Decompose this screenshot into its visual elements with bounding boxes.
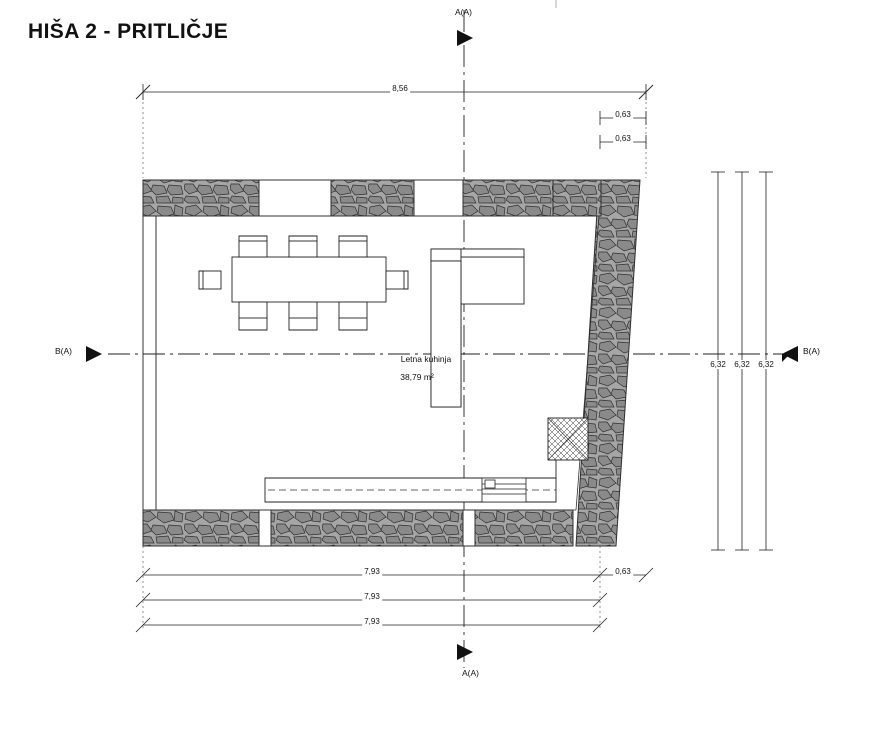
- section-label-left: B(A): [55, 346, 72, 356]
- dining-table: [199, 257, 408, 302]
- chairs-bottom: [239, 302, 367, 330]
- dim-label-top-small-1: 0,63: [615, 110, 631, 119]
- dim-label-right-1: 6,32: [710, 360, 726, 369]
- appliance-hob: [482, 478, 526, 502]
- room-name-label: Letna kuhinja: [400, 354, 452, 364]
- dim-label-bottom-small: 0,63: [615, 567, 631, 576]
- chairs-top: [239, 236, 367, 257]
- dim-label-right-2: 6,32: [734, 360, 750, 369]
- section-label-bottom: A(A): [462, 668, 479, 678]
- dim-label-bottom-1: 7,93: [364, 567, 380, 576]
- dim-label-top-small-2: 0,63: [615, 134, 631, 143]
- fireplace: [548, 418, 588, 460]
- kitchen-counter: [431, 249, 524, 407]
- section-label-right: B(A): [803, 346, 820, 356]
- wall-bottom: [143, 510, 573, 546]
- page-title: HIŠA 2 - PRITLIČJE: [28, 20, 229, 43]
- dim-label-right-3: 6,32: [758, 360, 774, 369]
- dim-label-top-main: 8,56: [392, 84, 408, 93]
- dim-top-main: [136, 84, 653, 178]
- dim-label-bottom-3: 7,93: [364, 617, 380, 626]
- section-label-top: A(A): [455, 7, 472, 17]
- wall-left-thin: [143, 216, 156, 510]
- wall-right-slanted: [553, 180, 640, 546]
- wall-top: [143, 180, 553, 216]
- dim-label-bottom-2: 7,93: [364, 592, 380, 601]
- room-area-label: 38,79 m²: [400, 372, 434, 382]
- dim-bottom-1: [136, 568, 653, 582]
